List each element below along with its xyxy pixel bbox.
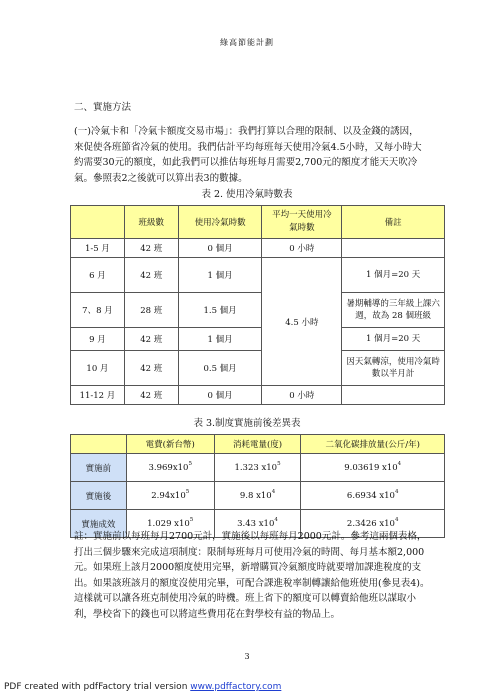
row-label: 實施成效: [71, 510, 127, 538]
row-label: 實施前: [71, 454, 127, 482]
power-cell: 1.323 $x10^5$: [214, 454, 301, 482]
usage-cell: 0 個月: [178, 386, 262, 405]
cost-cell: $2.94x10^5$: [126, 482, 214, 510]
co2-cell: 2.3426 $x10^4$: [301, 510, 445, 538]
remark-cell: 1 個月=20 天: [342, 258, 445, 293]
usage-cell: 1.5 個月: [178, 293, 262, 328]
header-cell: 電費(新台幣): [126, 435, 214, 454]
co2-cell: 9.03619 $x10^4$: [301, 454, 445, 482]
classes-cell: 42 班: [124, 386, 178, 405]
month-cell: 11-12 月: [71, 386, 125, 405]
usage-cell: 1 個月: [178, 328, 262, 351]
remark-cell: [342, 386, 445, 405]
classes-cell: 42 班: [124, 239, 178, 258]
table-row: [71, 239, 445, 258]
header-cell: 平均一天使用冷氣時數: [262, 206, 342, 239]
header-cell: [71, 435, 127, 454]
table-row: [71, 386, 445, 405]
table-row: [71, 258, 445, 293]
classes-cell: 42 班: [124, 328, 178, 351]
cost-cell: 1.029 $x10^5$: [126, 510, 214, 538]
header-cell: 消耗電量(度): [214, 435, 301, 454]
remark-cell: 因天氣轉涼，使用冷氣時數以半月計: [342, 351, 445, 386]
table-row: [71, 293, 445, 328]
row-label: 實施後: [71, 482, 127, 510]
page-number: 3: [244, 652, 250, 661]
month-cell: 6 月: [71, 258, 125, 293]
footer-text: PDF created with pdfFactory trial version: [4, 682, 191, 692]
usage-cell: 0 個月: [178, 239, 262, 258]
avg-hours-cell: 4.5 小時: [262, 258, 342, 386]
header-cell: 使用冷氣時數: [178, 206, 262, 239]
classes-cell: 28 班: [124, 293, 178, 328]
footer-link[interactable]: www.pdffactory.com: [190, 682, 282, 692]
aircon-usage-table: [70, 205, 445, 405]
co2-cell: 6.6934 $x10^4$: [301, 482, 445, 510]
remark-cell: 1 個月=20 天: [342, 328, 445, 351]
power-cell: 3.43 $x10^4$: [214, 510, 301, 538]
pdf-footer: [4, 682, 281, 692]
header-cell: 二氧化碳排放量(公斤/年): [301, 435, 445, 454]
classes-cell: 42 班: [124, 258, 178, 293]
table-row: [71, 454, 445, 482]
table-row: [71, 482, 445, 510]
table-row: [71, 351, 445, 386]
section-title: 二、實施方法: [74, 102, 132, 113]
header-cell: 備註: [342, 206, 445, 239]
remark-cell: 暑期輔導的三年級上課六週，故為 28 個班級: [342, 293, 445, 328]
classes-cell: 42 班: [124, 351, 178, 386]
table3-caption: 表 3.制度實施前後差異表: [193, 418, 301, 429]
table2-caption: 表 2. 使用冷氣時數表: [201, 189, 293, 200]
avg-hours-cell: 0 小時: [262, 386, 342, 405]
table-row: [71, 328, 445, 351]
month-cell: 9 月: [71, 328, 125, 351]
note-paragraph: 註：實施前以每班每月2700元計，實施後以每班每月2000元計。參考這兩個表格，打出三個步驟來完成這項制度：限制每班每月可使用冷氣的時間、每月基本額2,000元。如果班上該月2000額度使用完畢，新增購買冷氣額度時就要增加課進稅度的支出。如果該班該月的額度沒使用完畢，可配合課進稅率制轉讓給他班使用(參見表4)。這樣就可以讓各班克制使用冷氣的時機。班上省下的額度可以轉賣給他班以謀取小利，學校省下的錢也可以將這些費用花在對學校有益的物品上。: [74, 531, 430, 620]
intro-paragraph: (一)冷氣卡和「冷氣卡額度交易市場」：我們打算以合理的限制、以及金錢的誘因，來促使各班節省冷氣的使用。我們估計平均每班每天使用冷氣4.5小時，又每小時大約需要30元的額度，如此我們可以推估每班每月需要2,700元的額度才能天天吹冷氣。參照表2之後就可以算出表3的數據。: [74, 126, 422, 184]
cost-cell: $3.969x10^5$: [126, 454, 214, 482]
avg-hours-cell: 0 小時: [262, 239, 342, 258]
table-header-row: [71, 435, 445, 454]
usage-cell: 0.5 個月: [178, 351, 262, 386]
month-cell: 10 月: [71, 351, 125, 386]
header-cell: [71, 206, 125, 239]
page-header: 綠高節能計劃: [220, 38, 274, 47]
power-cell: 9.8 $x10^4$: [214, 482, 301, 510]
month-cell: 7、8 月: [71, 293, 125, 328]
table-header-row: [71, 206, 445, 239]
remark-cell: [342, 239, 445, 258]
header-cell: 班級數: [124, 206, 178, 239]
before-after-table: [70, 434, 445, 538]
month-cell: 1-5 月: [71, 239, 125, 258]
usage-cell: 1 個月: [178, 258, 262, 293]
